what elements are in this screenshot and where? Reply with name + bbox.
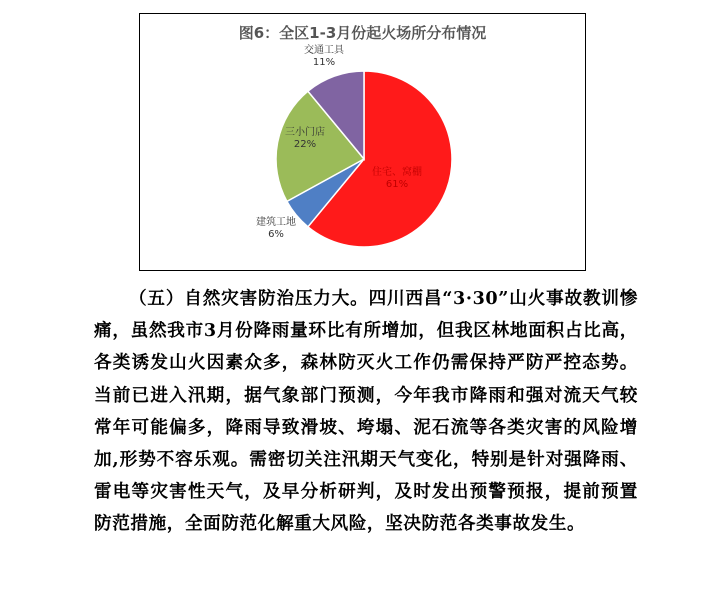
slice-percent-label: 6% bbox=[268, 229, 284, 240]
pie-chart bbox=[140, 14, 587, 272]
chart-title: 图6：全区1-3月份起火场所分布情况 bbox=[238, 24, 487, 42]
slice-category-label: 交通工具 bbox=[304, 45, 344, 56]
slice-percent-label: 22% bbox=[293, 139, 317, 150]
chart-figure bbox=[139, 13, 586, 271]
slice-category-label: 三小门店 bbox=[285, 127, 325, 138]
slice-percent-label: 61% bbox=[385, 179, 409, 190]
slice-category-label: 住宅、窝棚 bbox=[372, 167, 422, 178]
slice-percent-label: 11% bbox=[312, 57, 336, 68]
body-paragraph: （五）自然灾害防治压力大。四川西昌“3·30”山火事故教训惨痛，虽然我市3月份降雨量环比有所增加，但我区林地面积占比高，各类诱发山火因素众多，森林防灭火工作仍需保持严防严控态势。当前已进入汛期，据气象部门预测，今年我市降雨和强对流天气较常年可能偏多，降雨导致滑坡、垮塌、泥石流等各类灾害的风险增加,形势不容乐观。需密切关注汛期天气变化，特别是针对强降雨、雷电等灾害性天气，及早分析研判，及时发出预警预报，提前预置防范措施，全面防范化解重大风险，坚决防范各类事故发生。 bbox=[94, 288, 638, 535]
slice-category-label: 建筑工地 bbox=[256, 217, 296, 228]
